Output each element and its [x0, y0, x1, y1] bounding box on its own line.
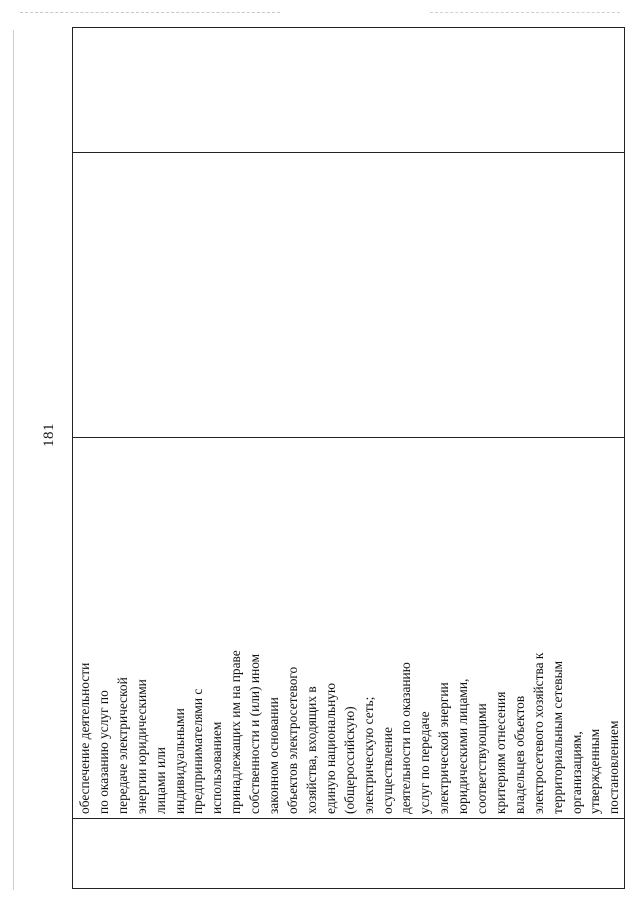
scan-artifact-left — [13, 30, 14, 890]
table-cell-description — [73, 438, 625, 819]
cell-line: предпринимателями с — [190, 688, 206, 814]
cell-line: законном основании — [266, 697, 282, 814]
document-table — [72, 27, 625, 889]
cell-line: объектов электросетевого — [284, 666, 300, 814]
scan-artifact-top — [20, 12, 280, 13]
cell-line: энергии юридическими — [133, 679, 149, 814]
scan-artifact-top-right — [430, 12, 620, 13]
cell-line: принадлежащих им на праве — [228, 650, 244, 814]
cell-line: услуг по передаче — [417, 711, 433, 814]
cell-line: единую национальную — [322, 683, 338, 814]
cell-line: утвержденным — [587, 728, 603, 814]
cell-line: территориальным сетевым — [549, 660, 565, 814]
cell-line: электросетевого хозяйства к — [530, 652, 546, 814]
cell-line: индивидуальными — [171, 708, 187, 814]
cell-text — [73, 819, 76, 888]
cell-line: электрическую сеть; — [360, 696, 376, 814]
cell-text — [73, 28, 76, 152]
table-cell-empty-last — [73, 28, 625, 153]
table-cell-empty — [73, 153, 625, 438]
table-row — [73, 28, 625, 889]
page-number: 181 — [41, 423, 57, 447]
cell-line: хозяйства, входящих в — [303, 686, 319, 814]
rotated-document-page — [41, 28, 622, 889]
cell-line: обеспечение деятельности — [77, 662, 92, 814]
cell-line: по оказанию услуг по — [95, 690, 111, 814]
cell-line: соответствующими — [474, 703, 490, 814]
cell-line: владельцев объектов — [511, 695, 527, 814]
cell-line: электрической энергии — [436, 682, 452, 814]
cell-line: деятельности по оказанию — [398, 662, 414, 814]
cell-line: (общероссийскую) — [341, 706, 357, 814]
cell-line: осуществление — [379, 727, 395, 814]
cell-line: критериям отнесения — [492, 691, 508, 814]
cell-line: организациям, — [568, 731, 584, 814]
table-cell-number — [73, 819, 625, 889]
cell-text-description — [73, 438, 624, 818]
cell-line: постановлением — [606, 720, 622, 814]
cell-text — [73, 153, 76, 437]
cell-line: собственности и (или) ином — [247, 653, 263, 814]
cell-line: лицами или — [152, 747, 168, 814]
cell-line: использованием — [209, 721, 225, 814]
cell-line: передаче электрической — [114, 677, 130, 814]
cell-line: юридическими лицами, — [455, 678, 471, 814]
